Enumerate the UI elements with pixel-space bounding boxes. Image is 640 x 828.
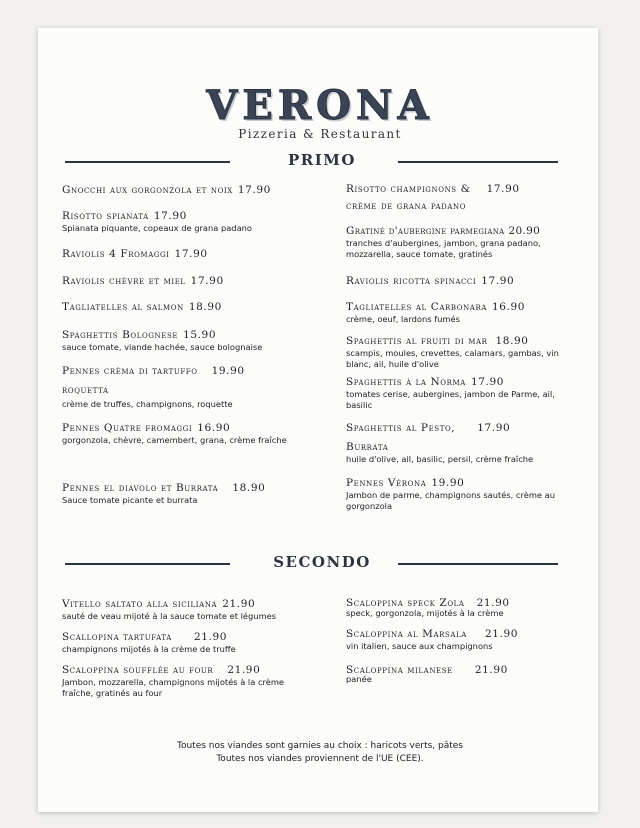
item-name: Spaghettis al Pesto, (346, 422, 456, 434)
menu-item (346, 274, 514, 288)
menu-item (346, 224, 586, 259)
divider-line (398, 563, 558, 565)
item-name: Gratiné d'aubergine parmegiana (346, 225, 505, 237)
menu-item (346, 300, 525, 325)
divider-line (398, 161, 558, 163)
item-price: 21.90 (222, 598, 256, 610)
item-description: huile d'olive, ail, basilic, persil, crème fraîche (346, 454, 534, 464)
item-name-continued: crème de grana padano (346, 200, 467, 212)
item-name-continued: Burrata (346, 441, 389, 453)
item-name: Scaloppina al Marsala (346, 628, 467, 640)
item-price: 17.90 (481, 275, 515, 287)
item-name: Vitello saltato alla siciliana (62, 598, 218, 610)
item-name: Risotto champignons & (346, 183, 471, 195)
item-description: scampis, moules, crevettes, calamars, gambas, vin blanc, ail, huile d'olive (346, 348, 559, 369)
menu-item (62, 247, 208, 261)
item-price: 21.90 (474, 664, 508, 676)
item-name: Scaloppina milanese (346, 664, 453, 676)
item-price: 18.90 (232, 482, 266, 494)
item-price: 21.90 (476, 597, 510, 609)
menu-item (62, 183, 271, 197)
menu-item (346, 627, 518, 652)
item-name: Spaghettis al fruiti di mar (346, 335, 488, 347)
section-title-primo: PRIMO (288, 151, 356, 169)
divider-line (65, 161, 230, 163)
item-price: 20.90 (508, 225, 541, 237)
menu-item (346, 421, 533, 465)
footer-line: Toutes nos viandes proviennent de l'UE (CEE). (216, 754, 424, 764)
item-price: 17.90 (190, 275, 224, 287)
menu-item (62, 421, 287, 446)
footer-line: Toutes nos viandes sont garnies au choix : haricots verts, pâtes (176, 741, 463, 751)
item-description: Jambon, mozzarella, champignons mijotés à la crème fraîche, gratinés au four (62, 677, 285, 698)
item-name: Gnocchi aux gorgonzola et noix (62, 184, 233, 196)
menu-item (346, 334, 571, 369)
menu-item (346, 663, 508, 685)
item-price: 21.90 (193, 631, 228, 643)
item-description: panée (346, 674, 372, 684)
item-description: sauce tomate, viande hachée, sauce bolognaise (62, 342, 263, 352)
item-price: 21.90 (227, 664, 261, 676)
divider-line (65, 563, 230, 565)
item-price: 17.90 (477, 422, 511, 434)
item-name: Pennes el diavolo et Burrata (62, 482, 219, 494)
menu-item (62, 630, 236, 655)
menu-item (346, 476, 571, 511)
item-price: 16.90 (197, 422, 231, 434)
item-price: 17.90 (470, 376, 505, 388)
item-description: Spianata piquante, copeaux de grana padano (62, 223, 252, 233)
menu-item (62, 274, 224, 288)
item-name: Pennes Vérona (346, 477, 427, 489)
item-price: 21.90 (484, 628, 519, 640)
section-title-secondo: SECONDO (273, 553, 371, 571)
item-name: Tagliatelles al salmon (62, 301, 184, 313)
menu-item (62, 597, 276, 622)
footer-note (0, 740, 640, 766)
item-name: Risotto spianata (62, 210, 149, 222)
item-price: 17.90 (486, 183, 520, 195)
item-price: 18.90 (495, 335, 529, 347)
item-description: sauté de veau mijoté à la sauce tomate et légumes (62, 611, 277, 621)
item-description: crème de truffes, champignons, roquette (62, 399, 233, 409)
item-name: Scaloppina speck Zola (346, 597, 465, 609)
menu-item (62, 663, 312, 698)
item-price: 17.90 (237, 184, 271, 196)
item-name: Spaghettis à la Norma (346, 376, 466, 388)
item-description: Sauce tomate picante et burrata (62, 495, 198, 505)
item-description: tomates cerise, aubergines, jambon de Parme, ail, basilic (346, 389, 555, 410)
menu-item (346, 182, 520, 213)
item-name: Raviolis 4 Fromaggi (62, 248, 170, 260)
restaurant-logo: VERONA (206, 82, 434, 129)
restaurant-subtitle: Pizzeria & Restaurant (238, 127, 402, 141)
menu-item (62, 209, 252, 234)
menu-item (62, 364, 245, 410)
item-description: crème, oeuf, lardons fumés (346, 314, 460, 324)
menu-item (62, 328, 262, 353)
item-price: 19.90 (431, 477, 465, 489)
item-name: Raviolis chèvre et miel (62, 275, 186, 287)
item-description: speck, gorgonzola, mijotés à la crème (346, 608, 504, 618)
item-name: Pennes crèma di tartuffo (62, 365, 198, 377)
item-description: tranches d'aubergines, jambon, grana padano, mozzarella, sauce tomate, gratinés (346, 238, 541, 259)
item-name: Pennes Quatre fromaggi (62, 422, 193, 434)
item-name: Spaghettis Bolognese (62, 329, 179, 341)
item-description: Jambon de parme, champignons sautés, crème au gorgonzola (346, 490, 555, 511)
menu-item (62, 300, 222, 314)
item-price: 15.90 (183, 329, 217, 341)
item-price: 17.90 (174, 248, 208, 260)
menu-item (346, 596, 510, 619)
item-name: Raviolis ricotta spinacci (346, 275, 477, 287)
item-name: Scaloppina soufflée au four (62, 664, 214, 676)
item-price: 16.90 (491, 301, 526, 313)
item-price: 18.90 (188, 301, 222, 313)
item-description: vin italien, sauce aux champignons (346, 641, 493, 651)
item-name-continued: roquetta (62, 384, 109, 396)
item-description: gorgonzola, chèvre, camembert, grana, crème fraîche (62, 435, 287, 445)
item-name: Tagliatelles al Carbonara (346, 301, 487, 313)
menu-item (346, 375, 571, 410)
item-name: Scallopina tartufata (62, 631, 172, 643)
item-price: 19.90 (211, 365, 245, 377)
menu-item (62, 481, 265, 506)
item-price: 17.90 (153, 210, 187, 222)
item-description: champignons mijotés à la crème de truffe (62, 644, 236, 654)
